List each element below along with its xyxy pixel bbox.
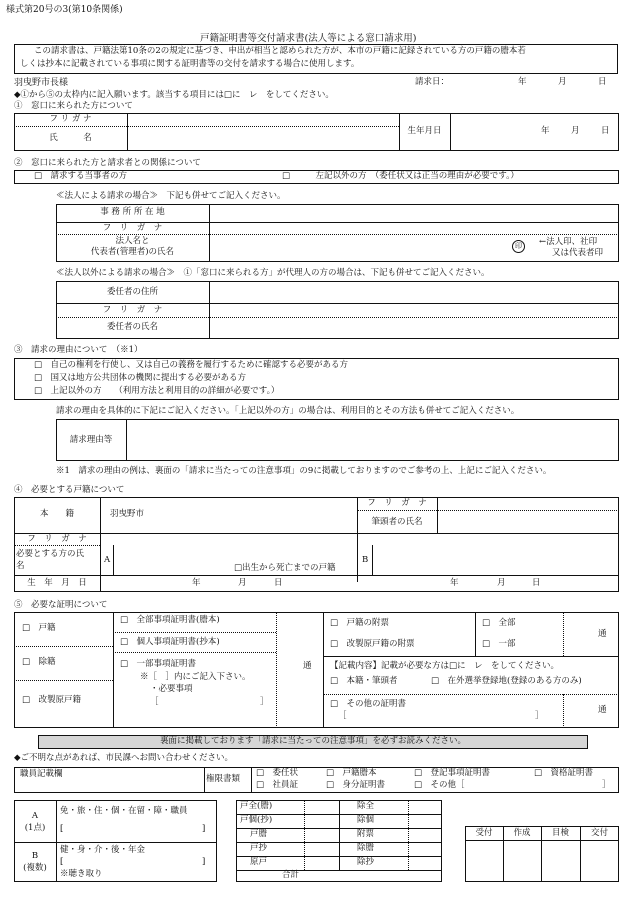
visitor-birth-month[interactable]: 月 bbox=[571, 126, 580, 136]
cert-count-left[interactable]: 通 bbox=[303, 661, 312, 671]
relation-other-option[interactable]: □ 左記以外の方 （委任状又は正当の理由が必要です。） bbox=[282, 171, 519, 181]
delegator-name-input[interactable] bbox=[210, 318, 618, 338]
section-2-heading: ② 窓口に来られた方と請求者との関係について bbox=[14, 158, 201, 168]
count-left-3: 戸謄 bbox=[250, 829, 268, 839]
birthdate-a-day[interactable]: 日 bbox=[274, 578, 283, 588]
visitor-name-label: 氏 名 bbox=[49, 133, 92, 143]
delegator-furigana-input[interactable] bbox=[210, 304, 618, 316]
cert-kaisei[interactable]: □ 改製原戸籍 bbox=[22, 695, 82, 705]
section-3-heading: ③ 請求の理由について （※1） bbox=[14, 345, 143, 355]
count-right-4: 除謄 bbox=[357, 843, 375, 853]
noncorp-heading: ≪法人以外による請求の場合≫ ①「窓口に来られる方」が代理人の方の場合は、下記も併せてご記入ください。 bbox=[56, 268, 490, 278]
count-left-5: 原戸 bbox=[250, 857, 268, 867]
other-bracket-close: ］ bbox=[535, 711, 544, 721]
auth-shikaku[interactable]: □ 資格証明書 bbox=[534, 768, 594, 778]
content-note: 【記載内容】記載が必要な方は□に レ をしてください。 bbox=[330, 661, 560, 671]
cert-joseki[interactable]: □ 除籍 bbox=[22, 657, 56, 667]
other-count[interactable]: 通 bbox=[598, 705, 607, 715]
relation-self-option[interactable]: □ 請求する当事者の方 bbox=[34, 171, 128, 181]
id-b-label: B bbox=[31, 851, 39, 861]
corp-name-input[interactable] bbox=[210, 235, 505, 261]
section-5-heading: ⑤ 必要な証明について bbox=[14, 600, 108, 610]
cert-other[interactable]: □ その他の証明書 bbox=[330, 699, 407, 709]
reason-detail-input[interactable] bbox=[127, 420, 618, 460]
stamp-mokuken: 目検 bbox=[551, 828, 569, 838]
fuhyo-count[interactable]: 通 bbox=[598, 629, 607, 639]
delegator-furigana-label: フ リ ガ ナ bbox=[102, 305, 163, 315]
birth-death-checkbox[interactable]: □出生から死亡までの戸籍 bbox=[234, 563, 336, 573]
id-listen: ※聴き取り bbox=[60, 869, 103, 879]
form-title: 戸籍証明書等交付請求書(法人等による窓口請求用) bbox=[200, 33, 417, 44]
content-zaigai[interactable]: □ 在外選挙登録地(登録のある方のみ) bbox=[431, 676, 582, 686]
cert-bracket-close: ］ bbox=[260, 697, 269, 707]
reason-detail-label: 請求理由等 bbox=[69, 435, 113, 445]
section-4-heading: ④ 必要とする戸籍について bbox=[14, 485, 125, 495]
id-a-items: 免・旅・住・個・在留・障・職員 bbox=[60, 806, 188, 816]
stamp-kofu: 交付 bbox=[590, 828, 608, 838]
delegator-address-label: 委任者の住所 bbox=[106, 287, 158, 297]
head-name-label: 筆頭者の氏名 bbox=[371, 517, 423, 527]
seal-note-2: 又は代表者印 bbox=[552, 248, 604, 258]
reason-option-2[interactable]: □ 国又は地方公共団体の機関に提出する必要がある方 bbox=[34, 373, 247, 383]
request-date-label: 請求日： bbox=[415, 77, 450, 87]
request-date-day[interactable]: 日 bbox=[598, 77, 607, 87]
auth-koseki-tohon[interactable]: □ 戸籍謄本 bbox=[326, 768, 377, 778]
count-left-2: 戸個(抄) bbox=[240, 815, 273, 825]
need-furigana-label: フ リ ガ ナ bbox=[27, 534, 87, 544]
honseki-label: 本 籍 bbox=[39, 509, 74, 519]
birthdate-b-day[interactable]: 日 bbox=[532, 578, 541, 588]
stamp-sakusei: 作成 bbox=[513, 828, 531, 838]
auth-touki[interactable]: □ 登記事項証明書 bbox=[414, 768, 491, 778]
cert-needed-items-input[interactable] bbox=[160, 697, 258, 709]
visitor-name-input[interactable] bbox=[128, 127, 398, 150]
need-name-b-input[interactable] bbox=[373, 546, 618, 574]
visitor-birth-label: 生年月日 bbox=[407, 126, 442, 136]
id-b-input[interactable] bbox=[68, 857, 198, 869]
section-1-heading: ① 窓口に来られた方について bbox=[14, 101, 133, 111]
cert-koseki[interactable]: □ 戸籍 bbox=[22, 623, 56, 633]
office-address-input[interactable] bbox=[210, 205, 618, 221]
cert-fuhyo[interactable]: □ 戸籍の附票 bbox=[330, 618, 390, 628]
corp-furigana-label: フ リ ガ ナ bbox=[102, 223, 163, 233]
count-right-2: 除個 bbox=[357, 815, 375, 825]
addressee: 羽曳野市長様 bbox=[14, 78, 69, 88]
head-furigana-label: フ リ ガ ナ bbox=[367, 498, 427, 508]
id-b-sub: (複数) bbox=[23, 863, 47, 873]
auth-shainsho[interactable]: □ 社員証 bbox=[256, 780, 299, 790]
instructions: ◆①から⑤の太枠内に記入願います。該当する項目には□に レ をしてください。 bbox=[14, 90, 334, 100]
notice-text: 裏面に掲載しております「請求に当たっての注意事項」を必ずお読みください。 bbox=[159, 736, 466, 746]
office-address-label: 事 務 所 所 在 地 bbox=[100, 207, 165, 217]
id-a-bracket-open: [ bbox=[60, 824, 64, 834]
column-a-label: A bbox=[104, 555, 111, 565]
cert-partial-note: ※［ ］内にご記入下さい。 bbox=[140, 672, 251, 682]
intro-line-1: この請求書は、戸籍法第10条の2の規定に基づき、申出が相当と認められた方が、本市の戸籍に記録されている方の戸籍の謄本若 bbox=[34, 46, 526, 56]
id-a-label: A bbox=[31, 811, 39, 821]
reason-option-3[interactable]: □ 上記以外の方 （利用方法と利用目的の詳細が必要です。） bbox=[34, 386, 280, 396]
auth-ininjo[interactable]: □ 委任状 bbox=[256, 768, 299, 778]
stamp-uketsuke: 受付 bbox=[475, 828, 493, 838]
cert-other-input[interactable] bbox=[350, 711, 530, 723]
staff-box bbox=[14, 767, 619, 793]
auth-other-close: ］ bbox=[602, 780, 611, 790]
reason-footnote: ※1 請求の理由の例は、裏面の「請求に当たっての注意事項」の9に掲載しておりますのでご参考の上、上記にご記入ください。 bbox=[56, 466, 552, 476]
cert-kaisei-fuhyo[interactable]: □ 改製原戸籍の附票 bbox=[330, 639, 415, 649]
other-bracket-open: ［ bbox=[338, 711, 347, 721]
birthdate-b-month[interactable]: 月 bbox=[497, 578, 506, 588]
request-date-year[interactable]: 年 bbox=[518, 77, 527, 87]
visitor-furigana-input[interactable] bbox=[128, 114, 398, 125]
cert-bracket-open: ［ bbox=[150, 697, 159, 707]
birthdate-a-year[interactable]: 年 bbox=[192, 578, 201, 588]
count-right-5: 除抄 bbox=[357, 857, 375, 867]
auth-mibun[interactable]: □ 身分証明書 bbox=[326, 780, 386, 790]
request-date-month[interactable]: 月 bbox=[558, 77, 567, 87]
birthdate-b-year[interactable]: 年 bbox=[450, 578, 459, 588]
reason-option-1[interactable]: □ 自己の権利を行使し、又は自己の義務を履行するために確認する必要がある方 bbox=[34, 360, 349, 370]
count-total: 合計 bbox=[282, 870, 300, 880]
id-a-bracket-close: ] bbox=[202, 824, 206, 834]
seal-icon: 印 bbox=[512, 240, 525, 253]
delegator-address-input[interactable] bbox=[210, 282, 618, 302]
cert-needed-items: ・必要事項 bbox=[150, 684, 193, 694]
cert-partial[interactable]: □ 一部事項証明書 bbox=[120, 659, 197, 669]
inquiry-text: ◆ご不明な点があれば、市民課へお問い合わせください。 bbox=[14, 753, 234, 763]
visitor-birth-day[interactable]: 日 bbox=[601, 126, 610, 136]
form-number: 様式第20号の3(第10条関係) bbox=[6, 5, 123, 15]
birthdate-a-month[interactable]: 月 bbox=[238, 578, 247, 588]
honseki-value[interactable]: 羽曳野市 bbox=[110, 509, 145, 519]
need-name-label-2: 名 bbox=[16, 561, 25, 571]
corp-heading: ≪法人による請求の場合≫ 下記も併せてご記入ください。 bbox=[56, 191, 286, 201]
id-b-bracket-open: [ bbox=[60, 857, 64, 867]
id-a-sub: (1点) bbox=[24, 823, 46, 833]
head-name-input[interactable] bbox=[438, 498, 618, 532]
fuhyo-all[interactable]: □ 全部 bbox=[482, 618, 516, 628]
auth-other[interactable]: □ その他［ bbox=[414, 780, 465, 790]
need-name-label-1: 必要とする方の氏 bbox=[16, 549, 85, 559]
staff-label: 職員記載欄 bbox=[20, 769, 63, 779]
reason-detail-note: 請求の理由を具体的に下記にご記入ください。「上記以外の方」の場合は、利用目的とその方法も併せてご記入ください。 bbox=[56, 406, 520, 416]
cert-full[interactable]: □ 全部事項証明書(謄本) bbox=[120, 615, 220, 625]
corp-furigana-input[interactable] bbox=[210, 223, 618, 233]
cert-individual[interactable]: □ 個人事項証明書(抄本) bbox=[120, 637, 220, 647]
count-left-1: 戸全(謄) bbox=[240, 801, 273, 811]
id-b-items: 健・身・介・後・年金 bbox=[60, 845, 146, 855]
corp-name-label-1: 法人名と bbox=[115, 236, 150, 246]
visitor-birth-year[interactable]: 年 bbox=[541, 126, 550, 136]
id-a-input[interactable] bbox=[68, 824, 198, 836]
fuhyo-partial[interactable]: □ 一部 bbox=[482, 639, 516, 649]
visitor-furigana-label: フ リ ガ ナ bbox=[49, 114, 92, 124]
count-left-4: 戸抄 bbox=[250, 843, 268, 853]
intro-line-2: しくは抄本に記載されている事項に関する証明書等の交付を請求する場合に使用します。 bbox=[20, 59, 360, 69]
delegator-name-label: 委任者の氏名 bbox=[106, 322, 158, 332]
birthdate-label: 生 年 月 日 bbox=[27, 578, 87, 588]
corp-name-label-2: 代表者(管理者)の氏名 bbox=[90, 247, 175, 257]
authority-label: 権限書類 bbox=[206, 774, 241, 784]
column-b-label: B bbox=[362, 555, 369, 565]
count-right-3: 附票 bbox=[357, 829, 375, 839]
id-b-bracket-close: ] bbox=[202, 857, 206, 867]
content-honseki-hitto[interactable]: □ 本籍・筆頭者 bbox=[330, 676, 398, 686]
count-right-1: 除全 bbox=[357, 801, 375, 811]
seal-note-1: ←法人印、社印 bbox=[539, 237, 598, 247]
